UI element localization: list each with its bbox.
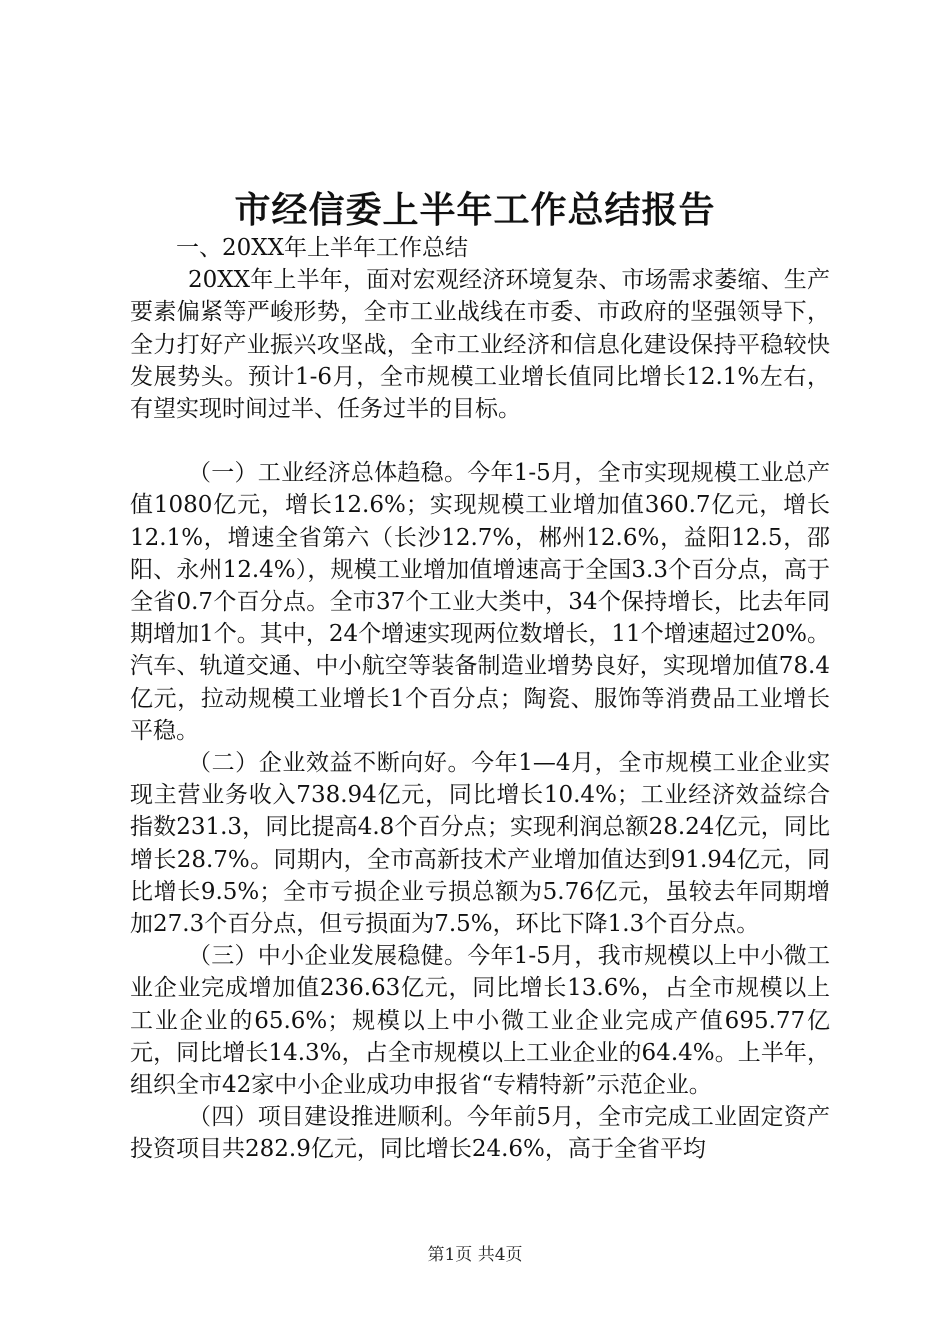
section-heading: 一、20XX年上半年工作总结 bbox=[176, 235, 469, 261]
paragraph-enterprise-benefits: （二）企业效益不断向好。今年1—4月，全市规模工业企业实现主营业务收入738.94亿元，同比增长10.4%；工业经济效益综合指数231.3，同比提高4.8个百分点；实现利润总额28.24亿元，同比增长28.7%。同期内，全市高新技术产业增加值达到91.94亿元，同比增长9.5%；全市亏损企业亏损总额为5.76亿元，虽较去年同期增加27.3个百分点，但亏损面为7.5%，环比下降1.3个百分点。 bbox=[130, 750, 830, 938]
document-body bbox=[130, 232, 830, 1166]
paragraph-intro: 20XX年上半年，面对宏观经济环境复杂、市场需求萎缩、生产要素偏紧等严峻形势，全市工业战线在市委、市政府的坚强领导下，全力打好产业振兴攻坚战，全市工业经济和信息化建设保持平稳较快发展势头。预计1-6月，全市规模工业增长值同比增长12.1%左右，有望实现时间过半、任务过半的目标。 bbox=[130, 267, 830, 423]
paragraph-sme-development: （三）中小企业发展稳健。今年1-5月，我市规模以上中小微工业企业完成增加值236.63亿元，同比增长13.6%，占全市规模以上工业企业的65.6%；规模以上中小微工业企业完成产值695.77亿元，同比增长14.3%，占全市规模以上工业企业的64.4%。上半年，组织全市42家中小企业成功申报省“专精特新”示范企业。 bbox=[130, 943, 830, 1099]
paragraph-project-construction: （四）项目建设推进顺利。今年前5月，全市完成工业固定资产投资项目共282.9亿元，同比增长24.6%，高于全省平均 bbox=[130, 1104, 830, 1163]
paragraph-spacer bbox=[130, 425, 830, 457]
page-title: 市经信委上半年工作总结报告 bbox=[234, 189, 716, 231]
paragraph-industrial-economy: （一）工业经济总体趋稳。今年1-5月，全市实现规模工业总产值1080亿元，增长12.6%；实现规模工业增加值360.7亿元，增长12.1%，增速全省第六（长沙12.7%，郴州12.6%，益阳12.5，邵阳、永州12.4%），规模工业增加值增速高于全国3.3个百分点，高于全省0.7个百分点。全市37个工业大类中，34个保持增长，比去年同期增加1个。其中，24个增速实现两位数增长，11个增速超过20%。汽车、轨道交通、中小航空等装备制造业增势良好，实现增加值78.4亿元，拉动规模工业增长1个百分点；陶瓷、服饰等消费品工业增长平稳。 bbox=[130, 460, 830, 744]
page-footer: 第1页 共4页 bbox=[427, 1245, 523, 1265]
